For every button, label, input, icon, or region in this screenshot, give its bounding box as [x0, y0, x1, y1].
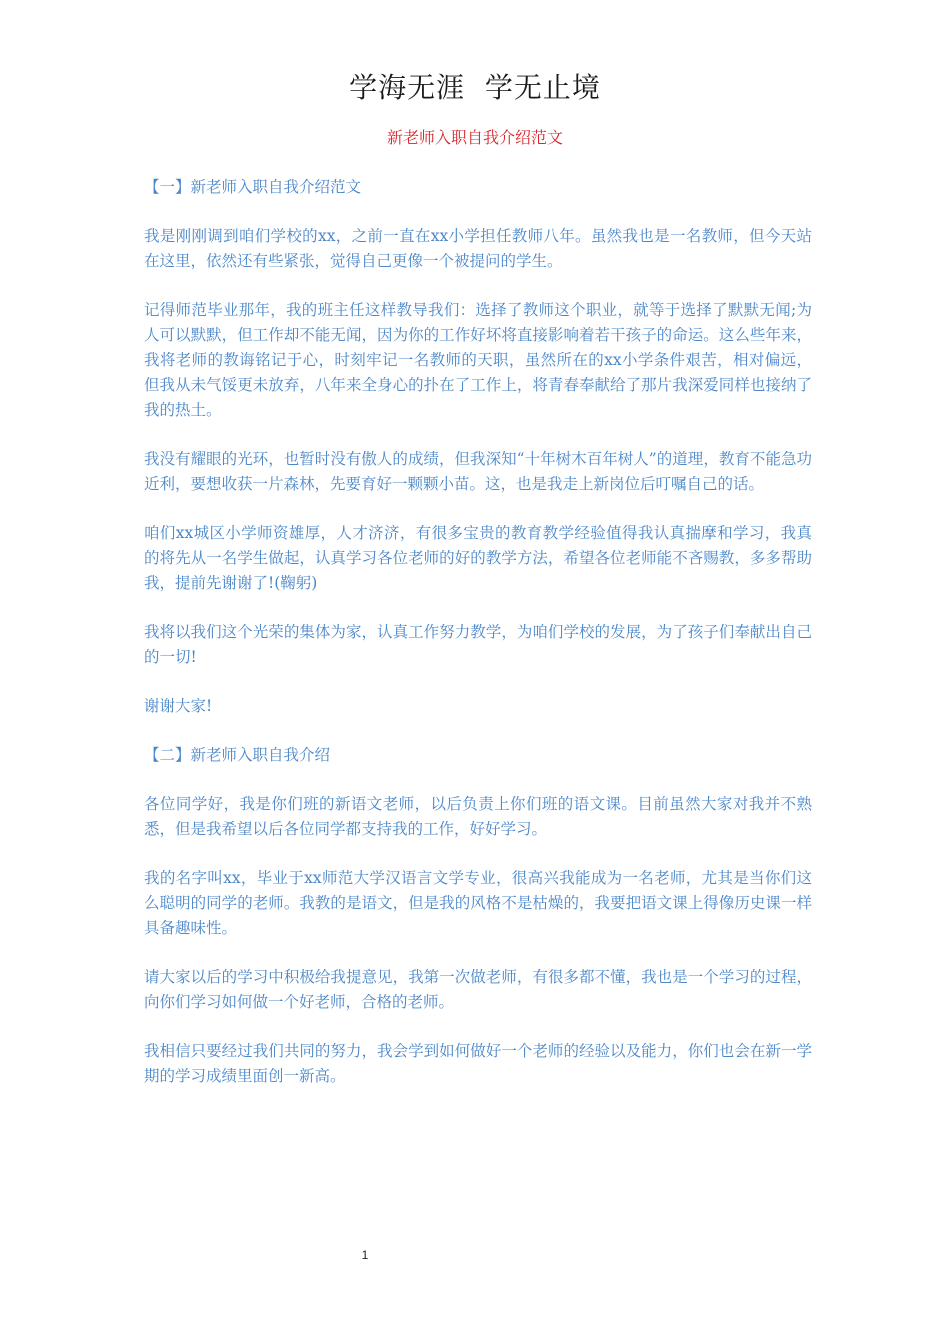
paragraph: 请大家以后的学习中积极给我提意见，我第一次做老师，有很多都不懂，我也是一个学习的过程，向你们学习如何做一个好老师，合格的老师。 — [144, 968, 812, 1011]
page-subtitle: 新老师入职自我介绍范文 — [386, 128, 563, 147]
paragraph: 谢谢大家! — [144, 697, 213, 715]
paragraph: 我没有耀眼的光环，也暂时没有傲人的成绩，但我深知“十年树木百年树人”的道理，教育不能急功近利，要想收获一片森林，先要育好一颗颗小苗。这，也是我走上新岗位后叮嘱自己的话。 — [144, 450, 812, 493]
section-heading-1: 【一】新老师入职自我介绍范文 — [144, 178, 362, 196]
paragraph: 各位同学好，我是你们班的新语文老师，以后负责上你们班的语文课。目前虽然大家对我并不熟悉，但是我希望以后各位同学都支持我的工作，好好学习。 — [144, 795, 812, 838]
section-heading-2: 【二】新老师入职自我介绍 — [144, 746, 331, 764]
paragraph: 我相信只要经过我们共同的努力，我会学到如何做好一个老师的经验以及能力，你们也会在新一学期的学习成绩里面创一新高。 — [144, 1042, 812, 1085]
paragraph: 我的名字叫xx，毕业于xx师范大学汉语言文学专业，很高兴我能成为一名老师，尤其是当你们这么聪明的同学的老师。我教的是语文，但是我的风格不是枯燥的，我要把语文课上得像历史课一样具备趣味性。 — [144, 869, 812, 937]
paragraph: 我是刚刚调到咱们学校的xx，之前一直在xx小学担任教师八年。虽然我也是一名教师，但今天站在这里，依然还有些紧张，觉得自己更像一个被提问的学生。 — [144, 227, 812, 270]
page-title: 学海无涯 学无止境 — [349, 71, 601, 104]
document-body — [144, 175, 812, 1113]
paragraph: 记得师范毕业那年，我的班主任这样教导我们：选择了教师这个职业，就等于选择了默默无闻;为人可以默默，但工作却不能无闻，因为你的工作好坏将直接影响着若干孩子的命运。这么些年来，我将老师的教诲铭记于心，时刻牢记一名教师的天职，虽然所在的xx小学条件艰苦，相对偏远，但我从未气馁更未放弃，八年来全身心的扑在了工作上，将青春奉献给了那片我深爱同样也接纳了我的热土。 — [144, 301, 812, 419]
page-number: 1 — [361, 1248, 369, 1262]
paragraph: 咱们xx城区小学师资雄厚，人才济济，有很多宝贵的教育教学经验值得我认真揣摩和学习，我真的将先从一名学生做起，认真学习各位老师的好的教学方法，希望各位老师能不吝赐教，多多帮助我，提前先谢谢了!(鞠躬) — [144, 524, 812, 592]
paragraph: 我将以我们这个光荣的集体为家，认真工作努力教学，为咱们学校的发展，为了孩子们奉献出自己的一切! — [144, 623, 812, 666]
